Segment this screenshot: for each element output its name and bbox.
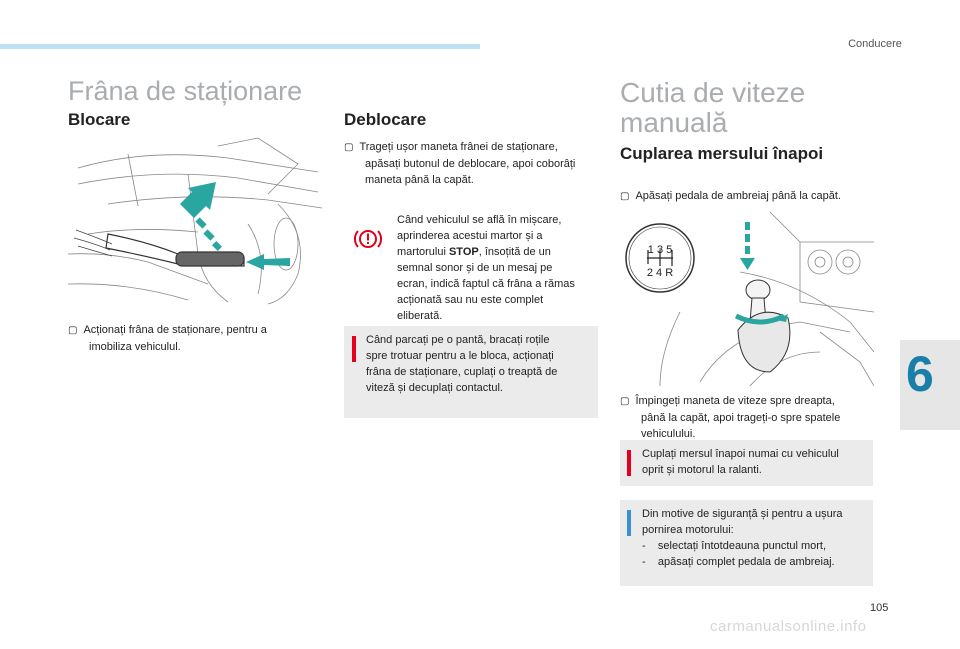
gear-pattern-top: 1 3 5 (647, 244, 673, 256)
safety-info-box: Din motive de siguranță și pentru a ușura pornirea motorului: - selectați întotdeauna punctul mort, - apăsați complet pedala de ambreiaj. (620, 500, 873, 586)
gear-lever-illustration (620, 212, 874, 386)
reverse-gear-instruction: ▢ Împingeți maneta de viteze spre dreapta, până la capăt, apoi trageți-o spre spatele vehiculului. (620, 395, 841, 440)
clutch-instruction: ▢ Apăsați pedala de ambreiaj până la capăt. (620, 190, 841, 202)
heading-blocare: Blocare (68, 110, 131, 129)
page-title-parking-brake: Frâna de staționare (68, 76, 303, 106)
gear-pattern-bottom: 2 4 R (646, 267, 674, 279)
heading-deblocare: Deblocare (344, 110, 427, 129)
bullet-icon: ▢ (620, 396, 630, 407)
info-mark-icon (627, 510, 631, 536)
page-number: 105 (870, 602, 889, 614)
bullet-icon: ▢ (344, 142, 354, 153)
brake-warning-light-icon (353, 224, 383, 254)
blocare-instruction: ▢ Acționați frâna de staționare, pentru a imobiliza vehiculul. (68, 324, 267, 353)
reverse-warning-box: Cuplați mersul înapoi numai cu vehiculul oprit și motorul la ralanti. (620, 440, 873, 486)
bullet-icon: ▢ (68, 325, 78, 336)
bullet-icon: ▢ (620, 191, 630, 202)
section-label: Conducere (848, 38, 902, 50)
top-accent-bar (0, 44, 480, 49)
brake-alert-text: Când vehiculul se află în mișcare, aprinderea acestui martor și a martorului STOP, însoțită de un semnal sonor și de un mesaj pe ecran, indică faptul că frâna a rămas acționată sau nu este complet eliberată. (397, 214, 575, 322)
slope-parking-warning-box: Când parcați pe o pantă, bracați roțile spre trotuar pentru a le bloca, acționați frâna de staționare, cuplați o treaptă de viteză și decuplați contactul. (344, 326, 598, 418)
title-manual-gearbox: Cutia de viteze manuală (620, 77, 806, 138)
deblocare-instruction: ▢ Trageți ușor maneta frânei de staționare, apăsați butonul de deblocare, apoi coborâți maneta până la capăt. (344, 141, 576, 186)
heading-reverse-gear: Cuplarea mersului înapoi (620, 144, 824, 163)
warning-mark-icon (352, 336, 356, 362)
parking-brake-illustration (68, 134, 324, 306)
warning-mark-icon (627, 450, 631, 476)
footer-watermark: carmanualsonline.info (710, 618, 867, 635)
chapter-number: 6 (906, 346, 934, 402)
